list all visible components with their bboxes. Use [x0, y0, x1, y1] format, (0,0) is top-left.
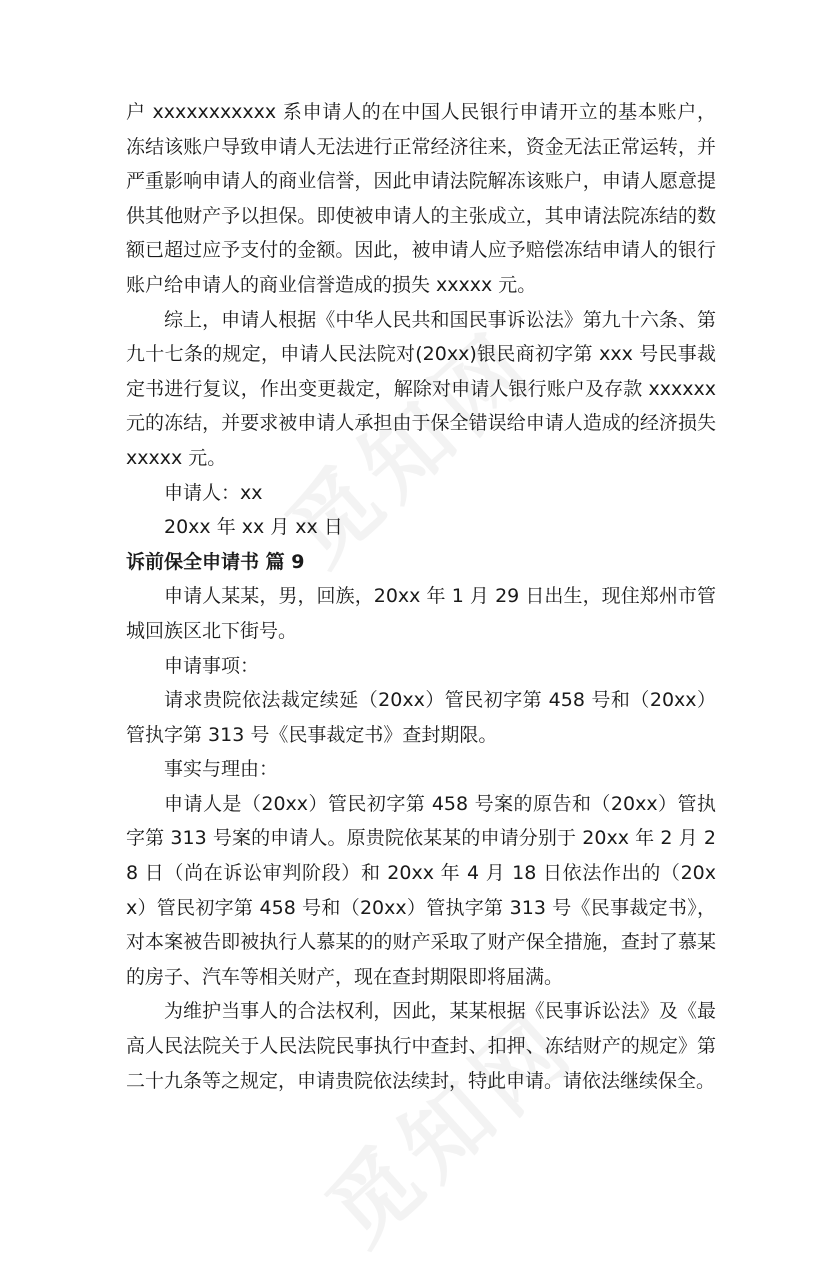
signature-date: 20xx 年 xx 月 xx 日	[164, 516, 343, 539]
body-paragraph: 申请人是（20xx）管民初字第 458 号案的原告和（20xx）管执字第 313 号案的申请人。原贵院依某某的申请分别于 20xx 年 2 月 28 日（尚在诉讼审判阶段）和 20xx 年 4 月 18 日依法作出的（20xx）管民初字第 458 号和（20xx）管执字第 313 号《民事裁定书》，对本案被告即被执行人慕某的的财产采取了财产保全措施，查封了慕某的房子、汽车等相关财产，现在查封期限即将届满。	[126, 792, 716, 988]
body-paragraph: 请求贵院依法裁定续延（20xx）管民初字第 458 号和（20xx）管执字第 313 号《民事裁定书》查封期限。	[126, 689, 716, 746]
section-heading: 诉前保全申请书 篇 9	[126, 550, 305, 573]
body-paragraph: 为维护当事人的合法权利，因此，某某根据《民事诉讼法》及《最高人民法院关于人民法院民事执行中查封、扣押、冻结财产的规定》第二十九条等之规定，申请贵院依法续封，特此申请。请依法继续保全。	[126, 1000, 716, 1092]
document-body	[126, 95, 716, 1098]
body-paragraph: 综上，申请人根据《中华人民共和国民事诉讼法》第九十六条、第九十七条的规定，申请人民法院对(20xx)银民商初字第 xxx 号民事裁定书进行复议，作出变更裁定，解除对申请人银行账户及存款 xxxxxx 元的冻结，并要求被申请人承担由于保全错误给申请人造成的经济损失 xxxxx 元。	[126, 308, 716, 469]
body-paragraph: 户 xxxxxxxxxxx 系申请人的在中国人民银行申请开立的基本账户，冻结该账户导致申请人无法进行正常经济往来，资金无法正常运转，并严重影响申请人的商业信誉，因此申请法院解冻该账户，申请人愿意提供其他财产予以担保。即使被申请人的主张成立，其申请法院冻结的数额已超过应予支付的金额。因此，被申请人应予赔偿冻结申请人的银行账户给申请人的商业信誉造成的损失 xxxxx 元。	[126, 101, 716, 296]
body-paragraph: 申请人某某，男，回族，20xx 年 1 月 29 日出生，现住郑州市管城回族区北下街号。	[126, 585, 716, 642]
subheading-facts: 事实与理由：	[164, 758, 279, 781]
applicant-signature: 申请人：xx	[164, 481, 263, 504]
subheading-request: 申请事项：	[164, 654, 260, 677]
